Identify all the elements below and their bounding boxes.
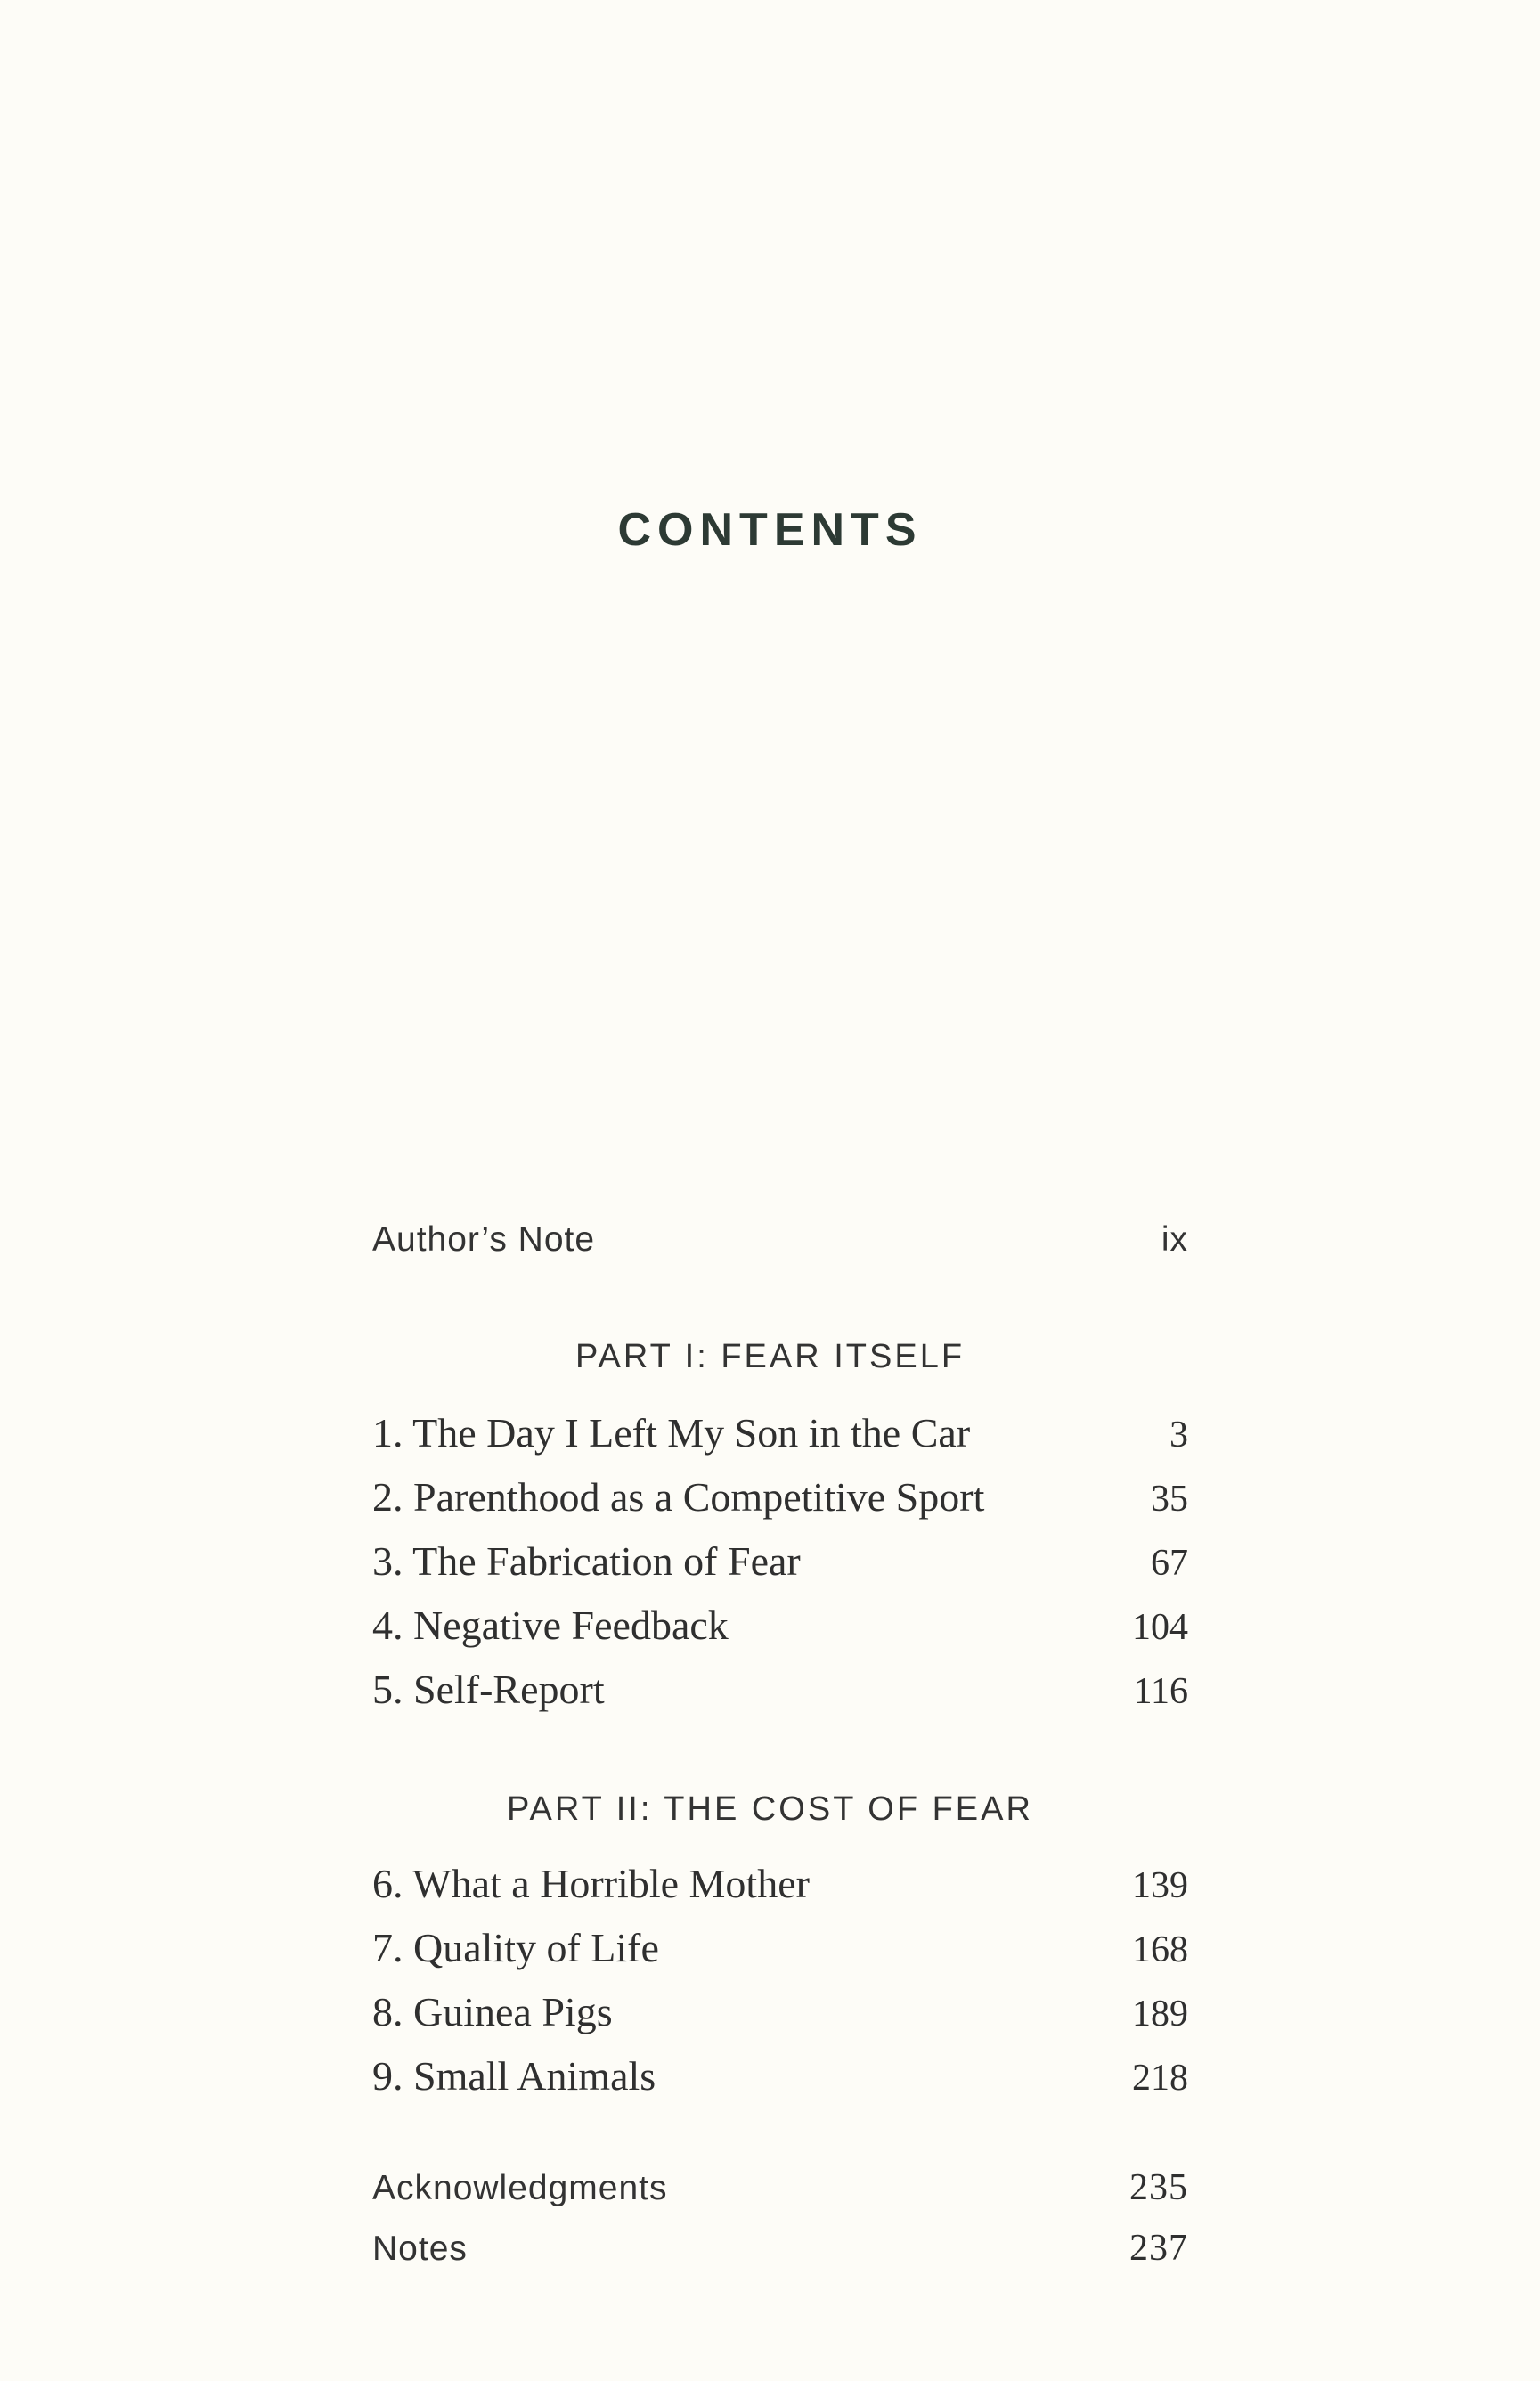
toc-entry-label: 1. The Day I Left My Son in the Car <box>372 1410 971 1456</box>
toc-entry-chapter-2[interactable] <box>372 1473 1188 1527</box>
toc-entry-label: 5. Self-Report <box>372 1667 605 1712</box>
toc-entry-label: 6. What a Horrible Mother <box>372 1861 810 1906</box>
toc-entry-label: Acknowledgments <box>372 2169 668 2207</box>
toc-entry-chapter-8[interactable] <box>372 1988 1188 2042</box>
toc-entry-page: 237 <box>1129 2228 1188 2269</box>
toc-entry-label: Notes <box>372 2230 468 2268</box>
toc-entry-label: 3. The Fabrication of Fear <box>372 1538 801 1584</box>
toc-entry-label: 8. Guinea Pigs <box>372 1989 613 2034</box>
toc-entry-page: 189 <box>1132 1994 1188 2034</box>
toc-entry-chapter-7[interactable] <box>372 1924 1188 1977</box>
toc-entry-page: 104 <box>1132 1607 1188 1648</box>
toc-entry-page: 35 <box>1151 1479 1188 1520</box>
toc-entry-page: 168 <box>1132 1929 1188 1970</box>
toc-entry-chapter-6[interactable] <box>372 1860 1188 1913</box>
part-heading-2: PART II: THE COST OF FEAR <box>507 1790 1033 1828</box>
toc-entry-page: 235 <box>1129 2167 1188 2208</box>
toc-entry-page: 3 <box>1169 1415 1188 1456</box>
toc-entry-chapter-1[interactable] <box>372 1409 1188 1463</box>
toc-entry-chapter-3[interactable] <box>372 1537 1188 1591</box>
toc-entry-label: 7. Quality of Life <box>372 1925 659 1970</box>
toc-entry-chapter-4[interactable] <box>372 1602 1188 1655</box>
toc-entry-notes[interactable] <box>372 2227 1188 2280</box>
toc-entry-page: 139 <box>1132 1865 1188 1906</box>
toc-entry-chapter-5[interactable] <box>372 1666 1188 1719</box>
page-title: CONTENTS <box>617 504 923 556</box>
toc-entry-label: 2. Parenthood as a Competitive Sport <box>372 1474 985 1520</box>
toc-entry-page: ix <box>1161 1220 1188 1259</box>
toc-entry-label: Author’s Note <box>372 1220 596 1259</box>
part-heading-1: PART I: FEAR ITSELF <box>574 1338 966 1375</box>
toc-entry-page: 67 <box>1151 1543 1188 1584</box>
toc-entry-label: 4. Negative Feedback <box>372 1602 729 1648</box>
toc-entry-page: 116 <box>1133 1671 1188 1712</box>
toc-entry-chapter-9[interactable] <box>372 2052 1188 2106</box>
toc-entry-label: 9. Small Animals <box>372 2053 656 2099</box>
toc-entry-acknowledgments[interactable] <box>372 2166 1188 2220</box>
toc-entry-page: 218 <box>1132 2058 1188 2099</box>
toc-entry-authors-note[interactable] <box>372 1220 1188 1274</box>
